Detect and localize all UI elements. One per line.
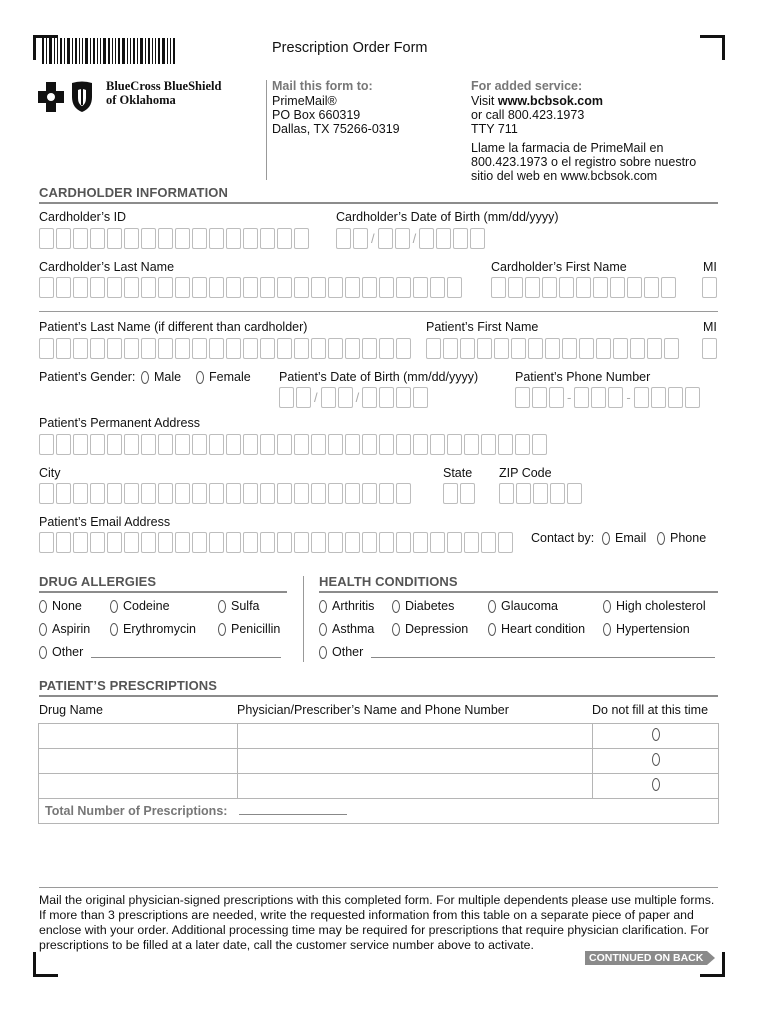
logo-text-line2: of Oklahoma [106,93,176,107]
crop-mark-top-right [700,35,725,60]
radio-oval-icon [319,623,327,636]
allergies-heading: DRUG ALLERGIES [39,574,157,589]
continued-label: CONTINUED ON BACK [585,951,707,965]
col-physician: Physician/Prescriber’s Name and Phone Number [237,703,509,717]
service-visit [471,94,603,108]
radio-oval-icon [652,753,660,766]
do-not-fill-cell[interactable] [593,749,719,774]
allergy-option-label: Codeine [123,599,170,613]
date-separator: / [412,231,417,246]
spanish-line-1: Llame la farmacia de PrimeMail en [471,141,664,155]
allergy-option-label: None [52,599,82,613]
patient-first-label: Patient’s First Name [426,320,539,334]
patient-city-label: City [39,466,61,480]
allergy-other-label: Other [52,645,84,659]
table-row [39,799,719,824]
patient-gender-label: Patient’s Gender: [39,370,136,384]
patient-state-field[interactable] [443,483,477,504]
radio-oval-icon [488,600,496,613]
cardholder-dob-label: Cardholder’s Date of Birth (mm/dd/yyyy) [336,210,559,224]
condition-glaucoma-option[interactable] [488,599,558,613]
arrow-right-icon [707,951,715,965]
allergies-conditions-divider [303,576,304,662]
condition-heart-option[interactable] [488,622,585,636]
cardholder-last-label: Cardholder’s Last Name [39,260,175,274]
patient-zip-field[interactable] [499,483,584,504]
spanish-line-2: 800.423.1973 o el registro sobre nuestro [471,155,697,169]
contact-email-option[interactable] [602,531,646,545]
col-do-not-fill: Do not fill at this time [592,703,709,717]
patient-divider [39,311,718,312]
radio-oval-icon [603,623,611,636]
contact-phone-label: Phone [670,531,707,545]
header-divider [266,80,267,180]
allergy-none-option[interactable] [39,599,82,613]
drug-name-cell[interactable] [39,774,238,799]
patient-email-field[interactable] [39,532,515,553]
radio-oval-icon [652,778,660,791]
cardholder-last-field[interactable] [39,277,464,298]
cardholder-first-field[interactable] [491,277,678,298]
condition-option-label: Glaucoma [501,599,558,613]
condition-option-label: Depression [405,622,469,636]
condition-diabetes-option[interactable] [392,599,454,613]
patient-dob-label: Patient’s Date of Birth (mm/dd/yyyy) [279,370,479,384]
service-heading: For added service: [471,79,583,93]
spanish-line-3: sitio del web en www.bcbsok.com [471,169,658,183]
patient-city-field[interactable] [39,483,413,504]
radio-oval-icon [392,623,400,636]
condition-option-label: Arthritis [332,599,375,613]
radio-oval-icon [488,623,496,636]
radio-oval-icon [39,623,47,636]
radio-oval-icon [110,600,118,613]
contact-by-label: Contact by: [531,531,595,545]
radio-oval-icon [218,623,226,636]
prescriptions-heading: PATIENT’S PRESCRIPTIONS [39,678,218,693]
patient-state-label: State [443,466,473,480]
continued-on-back-badge [585,951,715,965]
contact-phone-option[interactable] [657,531,706,545]
drug-name-cell[interactable] [39,749,238,774]
condition-option-label: Heart condition [501,622,586,636]
cardholder-mi-label: MI [703,260,717,274]
col-drug-name: Drug Name [39,703,103,717]
radio-oval-icon [39,646,47,659]
patient-mi-label: MI [703,320,717,334]
radio-oval-icon [603,600,611,613]
radio-oval-icon [141,371,149,384]
patient-phone-field[interactable] [515,387,702,408]
allergy-option-label: Penicillin [231,622,281,636]
gender-male-label: Male [154,370,182,384]
mail-line-3: Dallas, TX 75266-0319 [272,122,400,136]
patient-dob-field[interactable] [279,387,430,408]
radio-oval-icon [110,623,118,636]
cardholder-mi-field[interactable] [702,277,719,298]
radio-oval-icon [657,532,665,545]
form-title: Prescription Order Form [272,40,428,56]
radio-oval-icon [196,371,204,384]
drug-name-cell[interactable] [39,724,238,749]
service-line-2: TTY 711 [471,122,518,136]
allergy-penicillin-option[interactable] [218,622,280,636]
footer-rule [39,887,718,888]
cardholder-id-label: Cardholder’s ID [39,210,127,224]
footer-instructions: Mail the original physician-signed prescriptions with this completed form. For multiple dependents please use multiple forms. If more than 3 prescriptions are needed, write the requested information from this table on a separate piece of paper and enclose with your order. Additional processing time may be required for prescriptions that require physician clarification. For prescriptions to be filled at a later date, call the customer service number above to activate. [39,893,715,952]
condition-option-label: Hypertension [616,622,690,636]
cardholder-id-field[interactable] [39,228,311,249]
total-prescriptions-line[interactable] [239,804,347,815]
physician-cell[interactable] [238,749,593,774]
condition-other-label: Other [332,645,364,659]
service-line-1: or call 800.423.1973 [471,108,585,122]
condition-other-option[interactable] [319,645,715,659]
patient-last-field[interactable] [39,338,413,359]
gender-female-option[interactable] [196,370,251,384]
radio-oval-icon [39,600,47,613]
condition-option-label: Asthma [332,622,375,636]
allergy-option-label: Erythromycin [123,622,196,636]
patient-address-label: Patient’s Permanent Address [39,416,200,430]
cardholder-rule [39,202,718,204]
phone-separator: - [626,390,631,405]
condition-arthritis-option[interactable] [319,599,374,613]
allergy-other-option[interactable] [39,645,281,659]
condition-option-label: High cholesterol [616,599,706,613]
patient-email-label: Patient’s Email Address [39,515,171,529]
physician-cell[interactable] [238,774,593,799]
allergy-other-line[interactable] [91,647,281,658]
condition-depression-option[interactable] [392,622,468,636]
bcbs-logo [38,80,98,114]
radio-oval-icon [218,600,226,613]
allergy-option-label: Sulfa [231,599,260,613]
prescriptions-table [38,723,719,824]
radio-oval-icon [652,728,660,741]
date-separator: / [355,390,360,405]
do-not-fill-cell[interactable] [593,774,719,799]
cardholder-dob-field[interactable] [336,228,487,249]
gender-male-option[interactable] [141,370,181,384]
conditions-heading: HEALTH CONDITIONS [319,574,458,589]
condition-asthma-option[interactable] [319,622,374,636]
logo-text-line1: BlueCross BlueShield [106,79,222,93]
table-row [39,749,719,774]
patient-last-label: Patient’s Last Name (if different than cardholder) [39,320,308,334]
cardholder-first-label: Cardholder’s First Name [491,260,627,274]
conditions-rule [319,591,718,593]
prescriptions-rule [39,695,718,697]
condition-high-cholesterol-option[interactable] [603,599,706,613]
patient-address-field[interactable] [39,434,549,455]
table-row [39,774,719,799]
allergy-erythromycin-option[interactable] [110,622,196,636]
radio-oval-icon [602,532,610,545]
service-visit-prefix: Visit [471,94,498,108]
allergy-sulfa-option[interactable] [218,599,260,613]
allergy-aspirin-option[interactable] [39,622,90,636]
crop-mark-bottom-left [33,952,58,977]
date-separator: / [314,390,318,405]
condition-option-label: Diabetes [405,599,455,613]
patient-zip-label: ZIP Code [499,466,552,480]
total-prescriptions-label: Total Number of Prescriptions: [45,804,228,818]
table-row [39,724,719,749]
mail-line-2: PO Box 660319 [272,108,361,122]
barcode-graphic [42,38,177,64]
allergies-rule [39,591,287,593]
gender-female-label: Female [209,370,251,384]
condition-other-line[interactable] [371,647,715,658]
condition-hypertension-option[interactable] [603,622,690,636]
patient-phone-label: Patient’s Phone Number [515,370,651,384]
patient-first-field[interactable] [426,338,681,359]
service-url-link[interactable]: www.bcbsok.com [497,94,603,108]
do-not-fill-cell[interactable] [593,724,719,749]
cardholder-heading: CARDHOLDER INFORMATION [39,185,228,200]
allergy-codeine-option[interactable] [110,599,170,613]
phone-separator: - [567,390,572,405]
radio-oval-icon [319,646,327,659]
contact-email-label: Email [615,531,647,545]
patient-mi-field[interactable] [702,338,719,359]
physician-cell[interactable] [238,724,593,749]
radio-oval-icon [319,600,327,613]
radio-oval-icon [392,600,400,613]
allergy-option-label: Aspirin [52,622,91,636]
mail-line-1: PrimeMail® [272,94,337,108]
mail-heading: Mail this form to: [272,79,373,93]
date-separator: / [371,231,375,246]
